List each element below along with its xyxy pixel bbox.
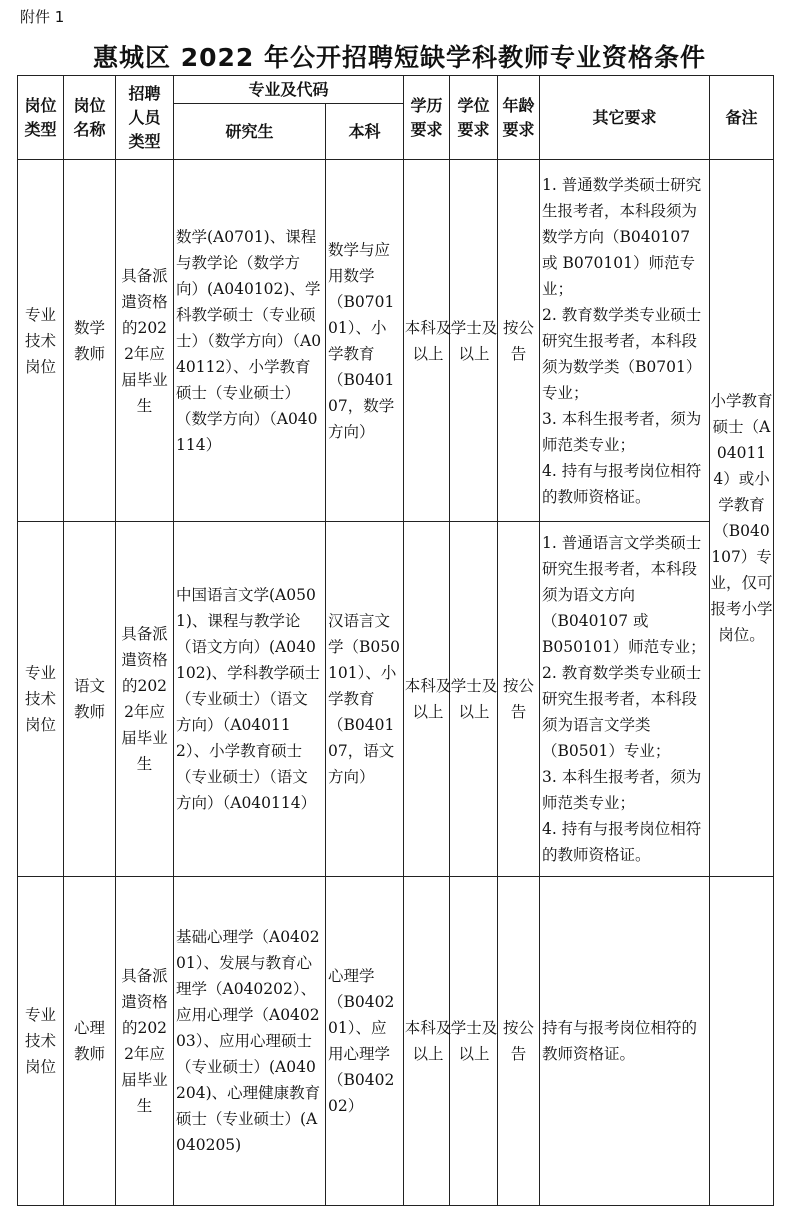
other-requirements-cell: 持有与报考岗位相符的教师资格证。 [540, 877, 710, 1206]
remarks-empty-cell [710, 877, 774, 1206]
header-row-1 [18, 76, 774, 104]
other-requirements-cell [540, 522, 710, 877]
requirement-item: 2. 教育数学类专业硕士研究生报考者，本科段须为数学类（B0701）专业； [542, 305, 702, 402]
header-post-type: 岗位类型 [18, 76, 64, 160]
graduate-majors-cell: 数学(A0701)、课程与教学论（数学方向）(A040102)、学科教学硕士（专业硕士）（数学方向）（A040112）、小学教育硕士（专业硕士）（数学方向）（A040114） [174, 160, 326, 522]
requirement-item: 4. 持有与报考岗位相符的教师资格证。 [542, 461, 702, 506]
remarks-cell: 小学教育硕士（A040114）或小学教育（B040107）专业，仅可报考小学岗位。 [710, 160, 774, 877]
header-age: 年龄要求 [498, 76, 540, 160]
qualification-table [17, 75, 774, 1206]
education-cell: 本科及以上 [404, 522, 450, 877]
undergrad-majors-cell: 数学与应用数学（B070101）、小学教育（B040107，数学方向） [326, 160, 404, 522]
degree-cell: 学士及以上 [450, 877, 498, 1206]
graduate-majors-cell: 基础心理学（A040201）、发展与教育心理学（A040202）、应用心理学（A040203）、应用心理硕士（专业硕士）(A040204)、心理健康教育硕士（专业硕士）(A040205) [174, 877, 326, 1206]
requirement-item: 3. 本科生报考者，须为师范类专业； [542, 768, 702, 812]
post-type-cell: 专业技术岗位 [18, 160, 64, 522]
age-cell: 按公告 [498, 522, 540, 877]
requirement-item: 1. 普通语言文学类硕士研究生报考者，本科段须为语文方向（B040107 或 B050101）师范专业； [542, 534, 706, 656]
header-education: 学历要求 [404, 76, 450, 160]
header-remarks: 备注 [710, 76, 774, 160]
header-major-group: 专业及代码 [174, 76, 404, 104]
post-type-cell: 专业技术岗位 [18, 877, 64, 1206]
age-cell: 按公告 [498, 877, 540, 1206]
requirement-item: 2. 教育数学类专业硕士研究生报考者，本科段须为语言文学类（B0501）专业； [542, 664, 702, 760]
other-requirements-cell [540, 160, 710, 522]
post-name-cell: 数学教师 [64, 160, 116, 522]
post-name-cell: 语文教师 [64, 522, 116, 877]
table-row-math [18, 160, 774, 522]
education-cell: 本科及以上 [404, 160, 450, 522]
requirement-item: 4. 持有与报考岗位相符的教师资格证。 [542, 820, 702, 864]
page-title: 惠城区 2022 年公开招聘短缺学科教师专业资格条件 [93, 43, 706, 72]
requirement-item: 1. 普通数学类硕士研究生报考者，本科段须为数学方向（B040107 或 B070101）师范专业； [542, 175, 702, 298]
degree-cell: 学士及以上 [450, 160, 498, 522]
post-name-cell: 心理教师 [64, 877, 116, 1206]
header-recruit-type: 招聘人员类型 [116, 76, 174, 160]
age-cell: 按公告 [498, 160, 540, 522]
post-type-cell: 专业技术岗位 [18, 522, 64, 877]
recruit-type-cell: 具备派遣资格的2022年应届毕业生 [116, 160, 174, 522]
header-graduate: 研究生 [174, 104, 326, 160]
undergrad-majors-cell: 汉语言文学（B050101）、小学教育（B040107，语文方向） [326, 522, 404, 877]
education-cell: 本科及以上 [404, 877, 450, 1206]
graduate-majors-cell: 中国语言文学(A0501)、课程与教学论（语文方向）(A040102)、学科教学硕士（专业硕士）（语文方向）（A040112）、小学教育硕士（专业硕士）（语文方向）（A040114） [174, 522, 326, 877]
header-other: 其它要求 [540, 76, 710, 160]
undergrad-majors-cell: 心理学（B040201）、应用心理学（B040202） [326, 877, 404, 1206]
header-post-name: 岗位名称 [64, 76, 116, 160]
degree-cell: 学士及以上 [450, 522, 498, 877]
table-row-psychology [18, 877, 774, 1206]
header-degree: 学位要求 [450, 76, 498, 160]
table-row-chinese [18, 522, 774, 877]
requirement-item: 3. 本科生报考者，须为师范类专业； [542, 409, 702, 454]
attachment-label: 附件 1 [20, 8, 65, 26]
header-undergrad: 本科 [326, 104, 404, 160]
recruit-type-cell: 具备派遣资格的2022年应届毕业生 [116, 877, 174, 1206]
recruit-type-cell: 具备派遣资格的2022年应届毕业生 [116, 522, 174, 877]
